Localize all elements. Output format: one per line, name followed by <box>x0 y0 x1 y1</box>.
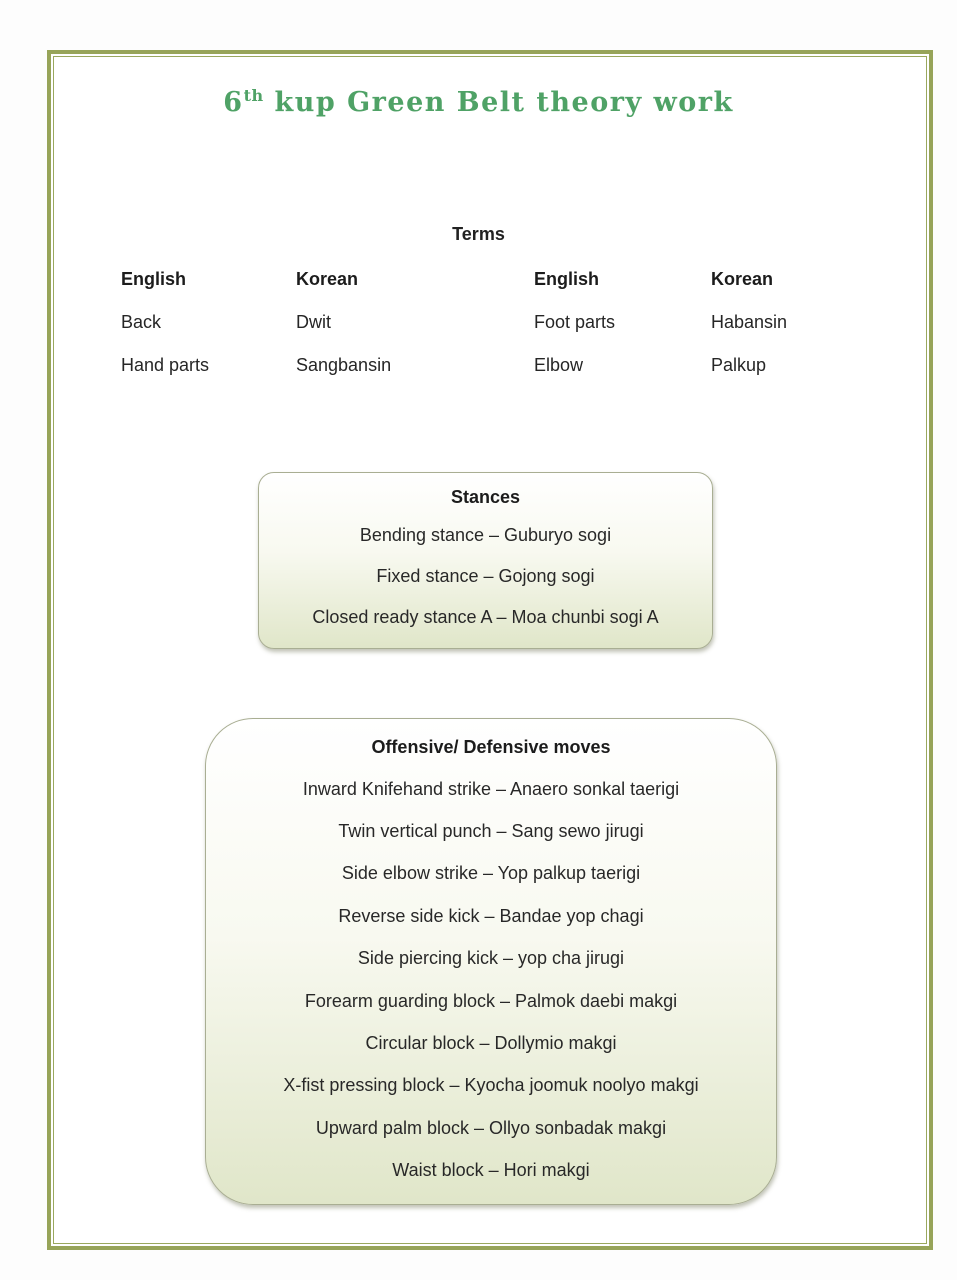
page-title-text: kup Green Belt theory work <box>263 87 734 118</box>
stance-item: Fixed stance – Gojong sogi <box>376 566 595 586</box>
page-title-number: 6 <box>223 87 244 118</box>
terms-cell: Sangbansin <box>296 355 392 375</box>
moves-heading: Offensive/ Defensive moves <box>371 736 611 757</box>
move-item: Side elbow strike – Yop palkup taerigi <box>341 863 641 884</box>
stances-card <box>258 472 713 649</box>
terms-cell: Hand parts <box>121 355 210 375</box>
move-item: X-fist pressing block – Kyocha joomuk noolyo makgi <box>283 1075 699 1096</box>
page-title-superscript: th <box>243 86 264 105</box>
terms-header-korean-1: Korean <box>296 269 359 289</box>
move-item: Inward Knifehand strike – Anaero sonkal taerigi <box>302 778 680 799</box>
move-item: Forearm guarding block – Palmok daebi makgi <box>304 990 678 1011</box>
terms-header-english-2: English <box>534 269 600 289</box>
move-item: Upward palm block – Ollyo sonbadak makgi <box>315 1117 667 1138</box>
move-item: Reverse side kick – Bandae yop chagi <box>338 905 644 926</box>
terms-cell: Back <box>121 312 162 332</box>
move-item: Circular block – Dollymio makgi <box>365 1033 617 1054</box>
moves-card <box>205 718 777 1205</box>
terms-header-korean-2: Korean <box>711 269 774 289</box>
terms-table <box>121 258 811 387</box>
move-item: Waist block – Hori makgi <box>392 1160 590 1181</box>
terms-heading: Terms <box>452 224 505 244</box>
stances-heading: Stances <box>450 486 521 507</box>
move-item: Side piercing kick – yop cha jirugi <box>357 948 625 969</box>
terms-cell: Elbow <box>534 355 584 375</box>
move-item: Twin vertical punch – Sang sewo jirugi <box>338 821 644 842</box>
terms-cell: Palkup <box>711 355 767 375</box>
page-title <box>0 86 957 118</box>
stance-item: Bending stance – Guburyo sogi <box>359 525 612 545</box>
terms-cell: Dwit <box>296 312 331 332</box>
terms-cell: Foot parts <box>534 312 616 332</box>
terms-cell: Habansin <box>711 312 788 332</box>
stance-item: Closed ready stance A – Moa chunbi sogi A <box>312 607 659 627</box>
terms-header-english-1: English <box>121 269 187 289</box>
